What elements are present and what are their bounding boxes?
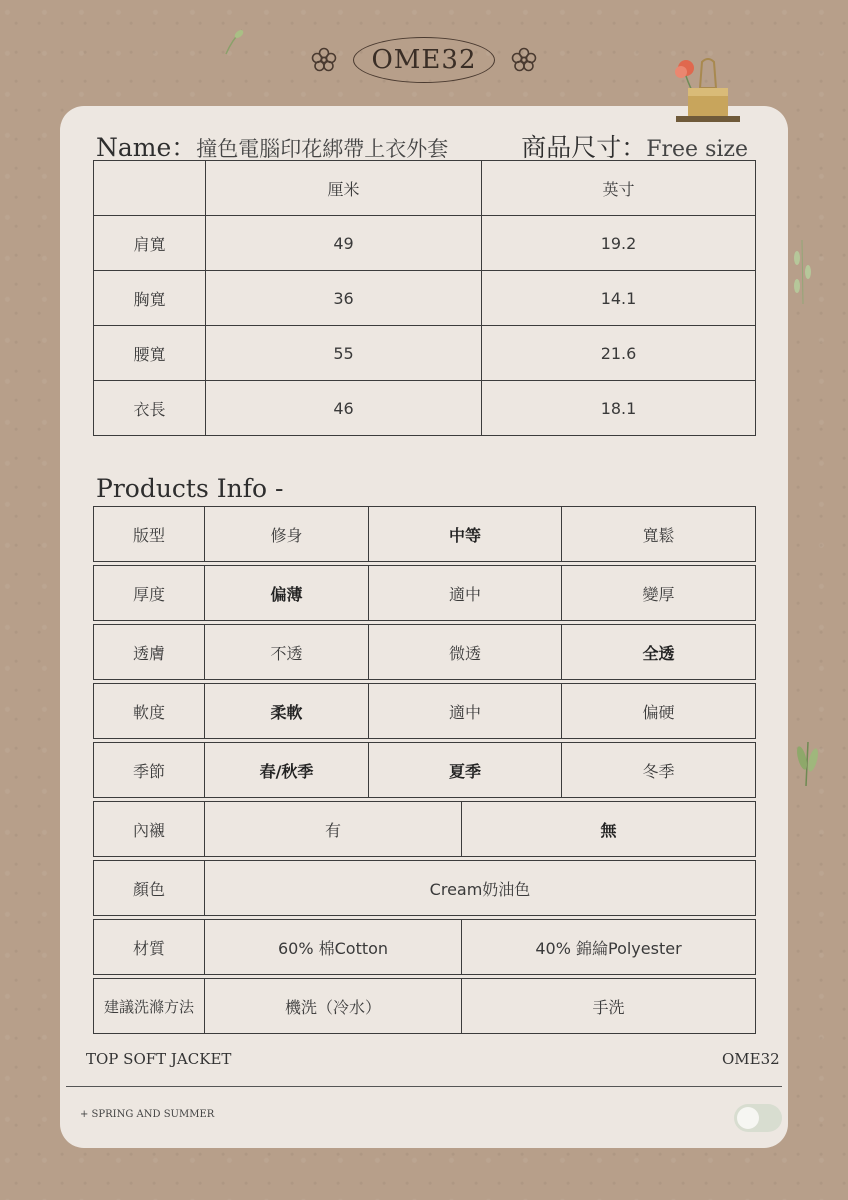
row-label: 季節	[94, 743, 205, 798]
footer-brand: OME32	[722, 1050, 780, 1068]
flower-icon	[509, 45, 539, 75]
inch-value: 19.2	[482, 216, 756, 271]
color-value: Cream奶油色	[205, 861, 756, 916]
name-value: 撞色電腦印花綁帶上衣外套	[196, 137, 449, 161]
size-table	[93, 160, 756, 436]
option-cell-selected: 偏薄	[205, 566, 369, 621]
leaf-icon	[792, 738, 822, 788]
option-cell: 變厚	[562, 566, 756, 621]
washing-cell: 手洗	[462, 979, 756, 1034]
row-label: 衣長	[94, 381, 206, 436]
row-label: 軟度	[94, 684, 205, 739]
option-cell: 修身	[205, 507, 369, 562]
option-cell: 適中	[369, 566, 562, 621]
table-row	[94, 216, 756, 271]
option-cell: 不透	[205, 625, 369, 680]
material-cell: 40% 錦綸Polyester	[462, 920, 756, 975]
leaf-icon	[222, 26, 246, 56]
option-cell-selected: 無	[462, 802, 756, 857]
table-row	[94, 271, 756, 326]
table-row	[94, 326, 756, 381]
inch-value: 14.1	[482, 271, 756, 326]
cm-value: 46	[206, 381, 482, 436]
row-label: 胸寬	[94, 271, 206, 326]
row-label: 內襯	[94, 802, 205, 857]
inch-value: 21.6	[482, 326, 756, 381]
leaf-icon	[788, 236, 818, 306]
brand-logo: OME32	[353, 37, 495, 83]
flower-icon	[309, 45, 339, 75]
footer-season: + SPRING AND SUMMER	[80, 1109, 215, 1120]
footer-divider	[66, 1086, 782, 1087]
name-label: Name：	[96, 133, 197, 162]
table-row	[94, 381, 756, 436]
option-cell: 偏硬	[562, 684, 756, 739]
option-cell: 有	[205, 802, 462, 857]
table-header-cell	[94, 161, 206, 216]
row-label: 材質	[94, 920, 205, 975]
option-cell-selected: 中等	[369, 507, 562, 562]
info-row-fit	[93, 506, 755, 562]
product-size	[521, 128, 748, 164]
option-cell: 寬鬆	[562, 507, 756, 562]
info-row-thickness	[93, 565, 755, 621]
row-label: 建議洗滌方法	[94, 979, 205, 1034]
toggle-icon	[734, 1104, 782, 1132]
option-cell-selected: 柔軟	[205, 684, 369, 739]
info-row-washing	[93, 978, 755, 1034]
option-cell-selected: 夏季	[369, 743, 562, 798]
row-label: 腰寬	[94, 326, 206, 381]
row-label: 厚度	[94, 566, 205, 621]
option-cell-selected: 春/秋季	[205, 743, 369, 798]
cm-value: 36	[206, 271, 482, 326]
cm-value: 55	[206, 326, 482, 381]
footer-product-label: TOP SOFT JACKET	[86, 1050, 232, 1068]
binder-clip-icon	[672, 58, 744, 124]
material-cell: 60% 棉Cotton	[205, 920, 462, 975]
washing-cell: 機洗（冷水）	[205, 979, 462, 1034]
inch-value: 18.1	[482, 381, 756, 436]
products-info-table	[93, 506, 755, 1037]
option-cell: 微透	[369, 625, 562, 680]
cm-value: 49	[206, 216, 482, 271]
row-label: 肩寬	[94, 216, 206, 271]
info-row-material	[93, 919, 755, 975]
row-label: 顏色	[94, 861, 205, 916]
product-name	[96, 128, 448, 164]
size-label: 商品尺寸：	[521, 133, 647, 162]
row-label: 版型	[94, 507, 205, 562]
row-label: 透膚	[94, 625, 205, 680]
option-cell: 冬季	[562, 743, 756, 798]
products-info-title: Products Info -	[96, 474, 284, 503]
info-row-color	[93, 860, 755, 916]
product-header	[96, 124, 748, 164]
info-row-season	[93, 742, 755, 798]
table-header-cell: 厘米	[206, 161, 482, 216]
info-row-softness	[93, 683, 755, 739]
size-value: Free size	[646, 137, 748, 162]
option-cell-selected: 全透	[562, 625, 756, 680]
size-table-header	[94, 161, 756, 216]
table-header-cell: 英寸	[482, 161, 756, 216]
info-row-lining	[93, 801, 755, 857]
option-cell: 適中	[369, 684, 562, 739]
info-row-sheerness	[93, 624, 755, 680]
